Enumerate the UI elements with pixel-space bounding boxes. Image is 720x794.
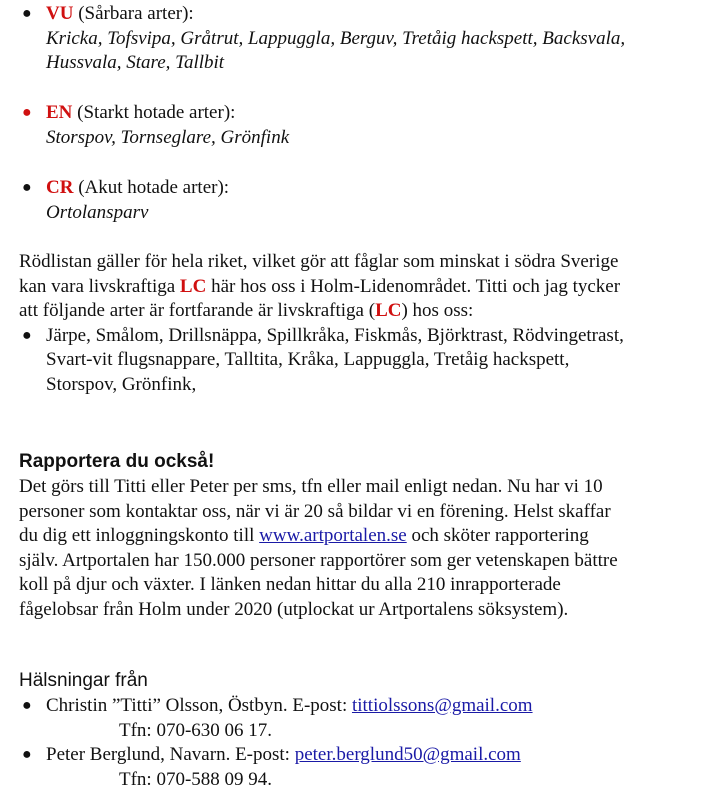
bullet: ●: [22, 5, 32, 22]
bullet: ●: [22, 179, 32, 196]
contact-text: Christin ”Titti” Olsson, Östbyn. E-post:: [46, 695, 352, 716]
report-section: [0, 449, 720, 622]
email-link[interactable]: tittiolssons@gmail.com: [351, 695, 533, 716]
redlist-paragraph: [0, 250, 720, 397]
paragraph-line: att följande arter är fortfarande är livskraftiga (LC) hos oss:: [19, 300, 474, 321]
category-label: (Akut hotade arter):: [78, 177, 230, 198]
category-label: (Starkt hotade arter):: [77, 102, 236, 123]
paragraph-line: personer som kontaktar oss, när vi är 20 så bildar vi en förening. Helst skaffar: [19, 500, 611, 522]
paragraph-line: själv. Artportalen har 150.000 personer rapportörer som ger vetenskapen bättre: [19, 549, 618, 571]
paragraph-line: fågelobsar från Holm under 2020 (utplockat ur Artportalens söksystem).: [19, 598, 569, 620]
species-line: Ortolansparv: [46, 201, 149, 223]
category-en: [0, 101, 720, 150]
category-code: EN: [46, 102, 73, 123]
species-line: Svart-vit flugsnappare, Talltita, Kråka, Lappuggla, Tretåig hackspett,: [46, 349, 570, 370]
bullet: ●: [22, 326, 32, 344]
paragraph-line: du dig ett inloggningskonto till www.artportalen.se och sköter rapportering: [19, 525, 589, 546]
paragraph-line: kan vara livskraftiga LC här hos oss i Holm-Lidenområdet. Titti och jag tycker: [19, 275, 621, 297]
bullet: ●: [22, 104, 32, 121]
email-link[interactable]: peter.berglund50@gmail.com: [294, 744, 521, 765]
lc-species-list: [0, 324, 720, 398]
category-cr: [0, 176, 720, 225]
paragraph-line: Det görs till Titti eller Peter per sms, tfn eller mail enligt nedan. Nu har vi 10: [19, 476, 603, 497]
lc-code: LC: [375, 300, 402, 321]
species-line: Hussvala, Stare, Tallbit: [46, 52, 225, 73]
lc-code: LC: [179, 275, 207, 297]
category-code: VU: [46, 3, 74, 24]
category-vu: [0, 2, 720, 76]
greetings-heading: Hälsningar från: [19, 670, 148, 691]
species-line: Storspov, Tornseglare, Grönfink: [46, 126, 290, 148]
contact-peter: [0, 743, 720, 792]
contact-titti: [0, 694, 720, 743]
bullet: ●: [22, 746, 32, 763]
species-line: Järpe, Smålom, Drillsnäppa, Spillkråka, Fiskmås, Björktrast, Rödvingetrast,: [46, 324, 624, 346]
greetings-section: [0, 668, 720, 792]
bullet: ●: [22, 697, 32, 714]
paragraph-line: koll på djur och växter. I länken nedan hittar du alla 210 inrapporterade: [19, 574, 561, 595]
species-line: Kricka, Tofsvipa, Gråtrut, Lappuggla, Berguv, Tretåig hackspett, Backsvala,: [46, 27, 626, 49]
contact-phone: Tfn: 070-588 09 94.: [119, 768, 273, 790]
contact-phone: Tfn: 070-630 06 17.: [119, 719, 273, 741]
species-line: Storspov, Grönfink,: [46, 373, 197, 395]
artportalen-link[interactable]: www.artportalen.se: [259, 525, 407, 546]
report-heading: Rapportera du också!: [19, 451, 215, 472]
paragraph-line: Rödlistan gäller för hela riket, vilket gör att fåglar som minskat i södra Sverige: [19, 251, 619, 272]
category-code: CR: [46, 177, 74, 198]
category-label: (Sårbara arter):: [78, 3, 194, 24]
contact-text: Peter Berglund, Navarn. E-post:: [46, 744, 295, 765]
